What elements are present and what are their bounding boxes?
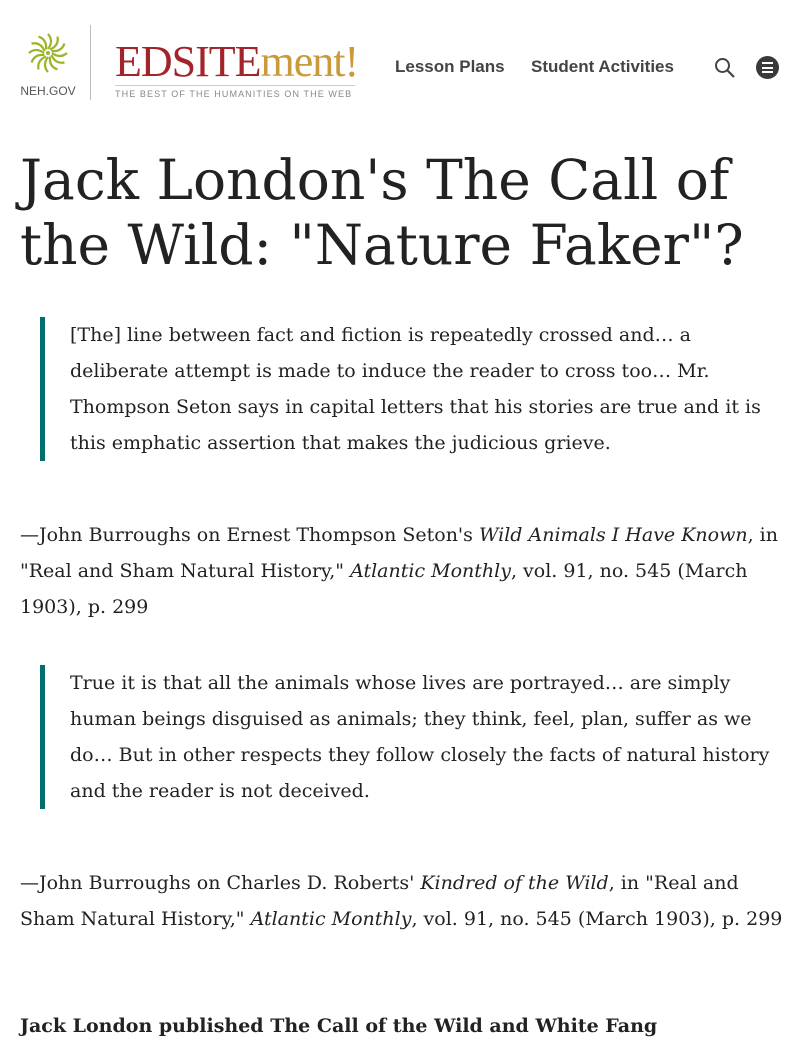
- attr-text: , vol. 91, no. 545 (March 1903), p. 299: [20, 560, 748, 618]
- neh-logo-link[interactable]: [18, 32, 78, 98]
- attribution-1: [20, 517, 785, 625]
- attr-text: , in "Real and Sham Natural History,": [20, 524, 778, 582]
- attr-journal: Atlantic Monthly: [250, 908, 412, 930]
- logo-divider: [90, 25, 91, 100]
- site-header: [0, 0, 800, 120]
- attribution-2: [20, 865, 785, 937]
- menu-icon[interactable]: [756, 56, 779, 79]
- attr-work: Wild Animals I Have Known: [478, 524, 748, 546]
- brand-tagline: THE BEST OF THE HUMANITIES ON THE WEB: [115, 89, 353, 99]
- quote-text: [The] line between fact and fiction is repeatedly crossed and… a deliberate attempt is made to induce the reader to cross too… Mr. Thompson Seton says in capital letters that his stories are true and it is this emphatic assertion that makes the judicious grieve.: [70, 324, 761, 454]
- blockquote-1: [40, 317, 780, 461]
- neh-logo-icon: [27, 32, 69, 74]
- brand-part2: ment!: [260, 37, 359, 86]
- quote-text: True it is that all the animals whose lives are portrayed… are simply human beings disguised as animals; they think, feel, plan, suffer as we do… But in other respects they follow closely the facts of natural history and the reader is not deceived.: [70, 672, 770, 802]
- next-paragraph: Jack London published The Call of the Wild and White Fang: [20, 1015, 658, 1037]
- brand-part1: EDSITE: [115, 37, 261, 86]
- attr-journal: Atlantic Monthly: [350, 560, 511, 582]
- blockquote-2: [40, 665, 780, 809]
- page-title: Jack London's The Call of the Wild: "Nature Faker"?: [20, 148, 744, 277]
- search-icon[interactable]: [714, 57, 736, 83]
- edsitement-logo-link[interactable]: [115, 37, 359, 99]
- neh-label: NEH.GOV: [20, 84, 76, 98]
- nav-lesson-plans[interactable]: Lesson Plans: [395, 57, 505, 76]
- nav-student-activities[interactable]: Student Activities: [531, 57, 674, 76]
- attr-text: , in "Real and Sham Natural History,": [20, 872, 739, 930]
- attr-text: —John Burroughs on Ernest Thompson Seton's: [20, 524, 479, 546]
- attr-text: , vol. 91, no. 545 (March 1903), p. 299: [411, 908, 783, 930]
- attr-text: —John Burroughs on Charles D. Roberts': [20, 872, 421, 894]
- edsitement-logo: [115, 37, 359, 86]
- attr-work: Kindred of the Wild: [420, 872, 609, 894]
